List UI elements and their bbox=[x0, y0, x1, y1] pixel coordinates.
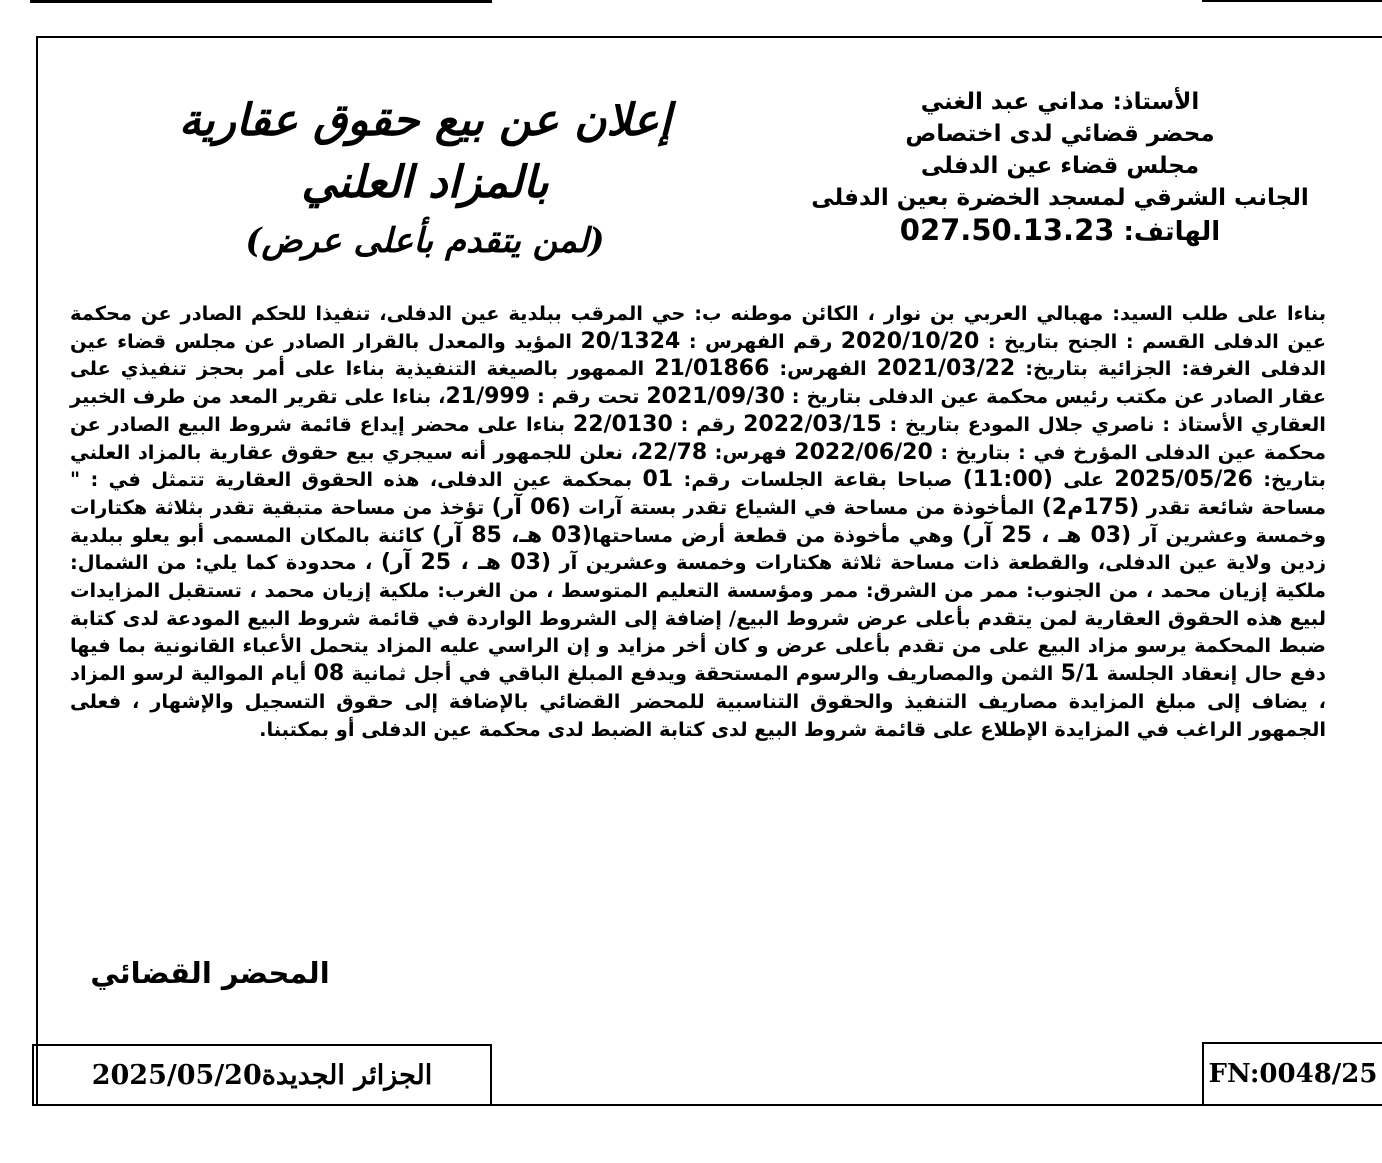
body-text: بمحكمة عين الدفلى، هذه الحقوق العقارية تتمثل في : " مساحة شائعة تقدر bbox=[70, 468, 1326, 519]
title-line-2: بالمزاد العلني bbox=[301, 157, 549, 208]
body-text: تؤخذ من مساحة متبقية تقدر بثلاثة هكتارات وخمسة وعشرين آر bbox=[70, 495, 1327, 547]
body-number: (06 آر) bbox=[491, 494, 571, 520]
body-number: 22/78 bbox=[637, 439, 708, 465]
body-text: الثمن والمصاريف والرسوم المستحقة ويدفع المبلغ الباقي في أجل ثمانية bbox=[351, 662, 1054, 686]
court-council: مجلس قضاء عين الدفلى bbox=[920, 153, 1200, 179]
body-number: 2022/03/15 bbox=[743, 411, 882, 437]
body-number: (03 هـ ، 25 آر) bbox=[380, 550, 552, 576]
body-number: 08 bbox=[313, 661, 345, 687]
body-number: 01 bbox=[642, 467, 674, 493]
bailiff-header bbox=[800, 86, 1320, 248]
body-text: فهرس: bbox=[714, 440, 787, 464]
newspaper-name: الجزائر الجديدة bbox=[261, 1059, 433, 1091]
body-text: ، محدودة كما يلي: من الشمال: ملكية إزيان محمد ، من الجنوب: ممر من الشرق: ممر ومؤسسة التعليم المتوسط ، من الغرب: ملكية إزيان محمد ، تستقبل المزايدات لبيع هذه الحقوق العقارية لمن يتقدم بأعلى عرض شروط البيع/ إضافة إلى الشروط الواردة في قائمة شروط البيع المودعة لدى كتابة ضبط المحكمة يرسو مزاد البيع على من تقدم بأعلى عرض و كان أخر مزايد و إن الراسي عليه المزاد يتحمل الأعباء القانونية بما فيها دفع حال إنعقاد الجلسة bbox=[70, 551, 1326, 686]
notice-title bbox=[140, 90, 710, 268]
body-number: (175م2) bbox=[1041, 494, 1140, 520]
title-line-3: (لمن يتقدم بأعلى عرض) bbox=[245, 221, 605, 261]
body-number: (03 هـ، 85 آر) bbox=[431, 522, 592, 548]
body-number: 21/01866 bbox=[654, 356, 770, 382]
bailiff-title: محضر قضائي لدى اختصاص bbox=[905, 121, 1215, 147]
top-rule-right bbox=[1202, 0, 1382, 2]
body-number: 2022/06/20 bbox=[794, 439, 933, 465]
body-number: 22/0130 bbox=[572, 411, 673, 437]
reference-box bbox=[1202, 1042, 1382, 1106]
body-text: صباحا بقاعة الجلسات رقم: bbox=[683, 468, 953, 492]
body-number: 2021/03/22 bbox=[876, 356, 1016, 382]
top-rule-left bbox=[30, 0, 492, 3]
body-text: أيام الموالية لرسو المزاد ، يضاف إلى مبلغ المزايدة مصاريف التنفيذ والحقوق التناسبية للمحضر القضائي بالإضافة إلى حقوق التسجيل والإشهار ، فعلى الجمهور الراغب في المزايدة الإطلاع على قائمة شروط البيع لدى كتابة الضبط لدى محكمة عين الدفلى أو بمكتبنا. bbox=[70, 662, 1326, 741]
body-text: كائنة بالمكان المسمى أبو يعلو ببلدية زدين ولاية عين الدفلى، والقطعة ذات مساحة ثلاثة هكتارات وخمسة وعشرين آر bbox=[70, 523, 1327, 575]
body-number: (03 هـ ، 25 آر) bbox=[961, 522, 1132, 548]
body-text: رقم الفهرس : bbox=[688, 329, 833, 353]
body-number: 20/1324 bbox=[580, 328, 681, 354]
body-text: رقم : bbox=[680, 412, 736, 436]
body-number: (11:00) bbox=[962, 467, 1053, 493]
body-text: بناءا على طلب السيد: مهبالي العربي بن نوار ، الكائن موطنه ب: حي المرقب ببلدية عين الدفلى، تنفيذا للحكم الصادر عن محكمة عين الدفلى القسم : الجنح بتاريخ : bbox=[70, 302, 1326, 353]
body-text: تحت رقم : bbox=[536, 385, 640, 409]
body-number: 5/1 bbox=[1060, 661, 1100, 687]
body-number: 2021/09/30 bbox=[646, 384, 785, 410]
body-text: المأخوذة من مساحة في الشياع تقدر بستة آرات bbox=[578, 495, 1035, 519]
body-text: الممهور بالصيغة التنفيذية بناءا على أمر بحجز تنفيذي على عقار الصادر عن مكتب رئيس محكمة عين الدفلى بتاريخ : bbox=[70, 357, 1326, 409]
body-text: على bbox=[1063, 468, 1105, 492]
phone-number: 027.50.13.23 bbox=[899, 213, 1115, 247]
body-text: وهي مأخوذة من قطعة أرض مساحتها bbox=[591, 523, 954, 547]
publication-date: 2025/05/20 bbox=[91, 1059, 262, 1091]
body-number: 21/999 bbox=[445, 384, 531, 410]
publication-box bbox=[32, 1044, 492, 1106]
signature: المحضر القضائي bbox=[90, 956, 330, 990]
title-line-1: إعلان عن بيع حقوق عقارية bbox=[178, 95, 672, 146]
body-text: بناءا على محضر إيداع قائمة شروط البيع الصادر عن محكمة عين الدفلى المؤرخ في : بتاريخ : bbox=[70, 412, 1326, 464]
body-number: 2025/05/26 bbox=[1114, 467, 1253, 493]
bailiff-name: الأستاذ: مداني عبد الغني bbox=[920, 89, 1200, 115]
body-text: ، نعلن للجمهور أنه سيجري بيع حقوق عقارية بالمزاد العلني بتاريخ: bbox=[70, 440, 1326, 492]
office-address: الجانب الشرقي لمسجد الخضرة بعين الدفلى bbox=[811, 185, 1309, 211]
phone-line bbox=[800, 214, 1320, 248]
body-number: 2020/10/20 bbox=[840, 328, 980, 354]
phone-label: الهاتف: bbox=[1123, 217, 1221, 247]
notice-body bbox=[70, 300, 1326, 743]
body-text: ، بناءا على تقرير المعد من طرف الخبير العقاري الأستاذ : ناصري جلال المودع بتاريخ : bbox=[70, 385, 1326, 436]
body-text: الفهرس: bbox=[779, 357, 867, 381]
body-text: المؤيد والمعدل بالقرار الصادر عن مجلس قضاء عين الدفلى الغرفة: الجزائية بتاريخ: bbox=[70, 329, 1326, 381]
reference-number: FN:0048/25 bbox=[1208, 1059, 1378, 1089]
